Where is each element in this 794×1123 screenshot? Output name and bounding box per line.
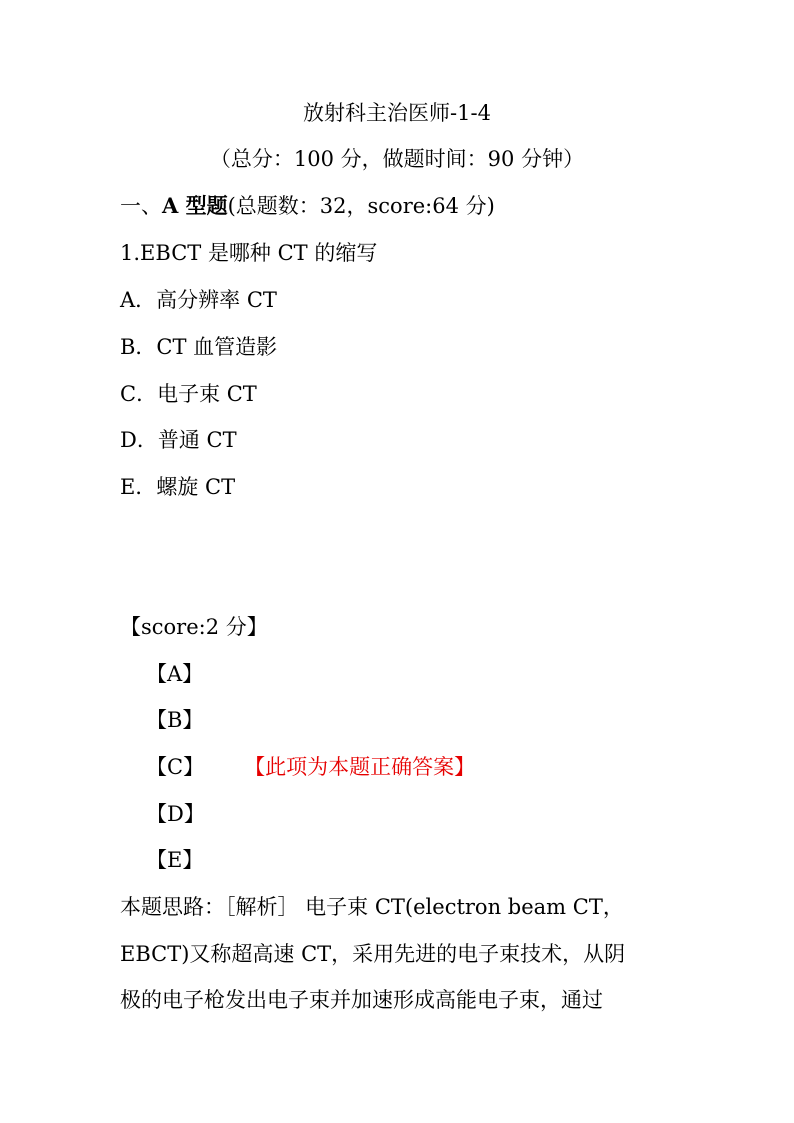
section-header — [120, 191, 495, 221]
section-name: A 型题 — [162, 193, 228, 218]
option-d: D．普通 CT — [120, 428, 237, 452]
explanation-line-2: EBCT)又称超高速 CT，采用先进的电子束技术，从阴 — [120, 942, 626, 966]
answer-e: 【E】 — [146, 848, 204, 872]
answer-b: 【B】 — [146, 708, 204, 732]
answer-d: 【D】 — [146, 802, 205, 826]
explanation-line-3: 极的电子枪发出电子束并加速形成高能电子束，通过 — [120, 988, 603, 1012]
correct-answer-note: 【此项为本题正确答案】 — [244, 755, 476, 779]
explanation-line-1: 本题思路：［解析］ 电子束 CT(electron beam CT， — [120, 895, 624, 919]
answer-c-row — [146, 752, 475, 782]
option-c: C．电子束 CT — [120, 382, 257, 406]
answer-a: 【A】 — [146, 662, 204, 686]
option-b: B．CT 血管造影 — [120, 335, 278, 359]
document-title: 放射科主治医师-1-4 — [303, 101, 491, 125]
score-label: 【score:2 分】 — [120, 615, 268, 639]
question-text: 1.EBCT 是哪种 CT 的缩写 — [120, 241, 378, 265]
section-info: (总题数：32，score:64 分) — [227, 194, 495, 218]
section-prefix: 一、 — [120, 194, 162, 218]
document-subtitle: （总分：100 分，做题时间：90 分钟） — [209, 147, 585, 171]
option-e: E．螺旋 CT — [120, 475, 236, 499]
answer-c: 【C】 — [146, 755, 205, 779]
option-a: A．高分辨率 CT — [120, 288, 277, 312]
